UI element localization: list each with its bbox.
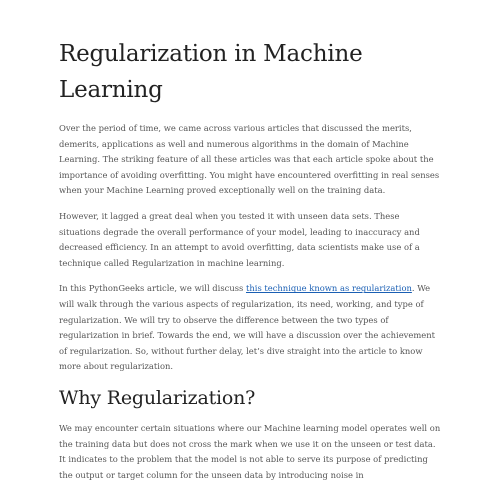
regularization-link[interactable]: this technique known as regularization — [246, 283, 412, 294]
overview-text-start: In this PythonGeeks article, we will discuss — [59, 283, 246, 294]
why-regularization-paragraph: We may encounter certain situations where our Machine learning model operates well on the training data but does not cross the mark when we use it on the unseen or test data. It indicates to the problem that the model is not able to serve its purpose of predicting the output or target column for the unseen data by introducing noise in — [59, 422, 441, 480]
overview-text-end: . We will walk through the various aspects of regularization, its need, working, and type of regularization. We will try to observe the difference between the two types of regularization in brief. Towards the end, we will have a discussion over the achievement of regularization. So, without further delay, let’s dive straight into the article to know more about regularization. — [59, 283, 436, 372]
article-title: Regularization in Machine Learning — [59, 41, 363, 103]
article-content — [59, 36, 441, 493]
intro-paragraph: Over the period of time, we came across various articles that discussed the merits, demerits, applications as well and numerous algorithms in the domain of Machine Learning. The striking feature of all these articles was that each article spoke about the importance of avoiding overfitting. You might have encountered overfitting in real senses when your Machine Learning proved exceptionally well on the training data. — [59, 123, 440, 196]
overfitting-paragraph: However, it lagged a great deal when you tested it with unseen data sets. These situations degrade the overall performance of your model, leading to inaccuracy and decreased efficiency. In an attempt to avoid overfitting, data scientists make use of a technique called Regularization in machine learning. — [59, 210, 420, 268]
article-overview-paragraph — [59, 281, 441, 375]
section-heading: Why Regularization? — [59, 386, 256, 409]
